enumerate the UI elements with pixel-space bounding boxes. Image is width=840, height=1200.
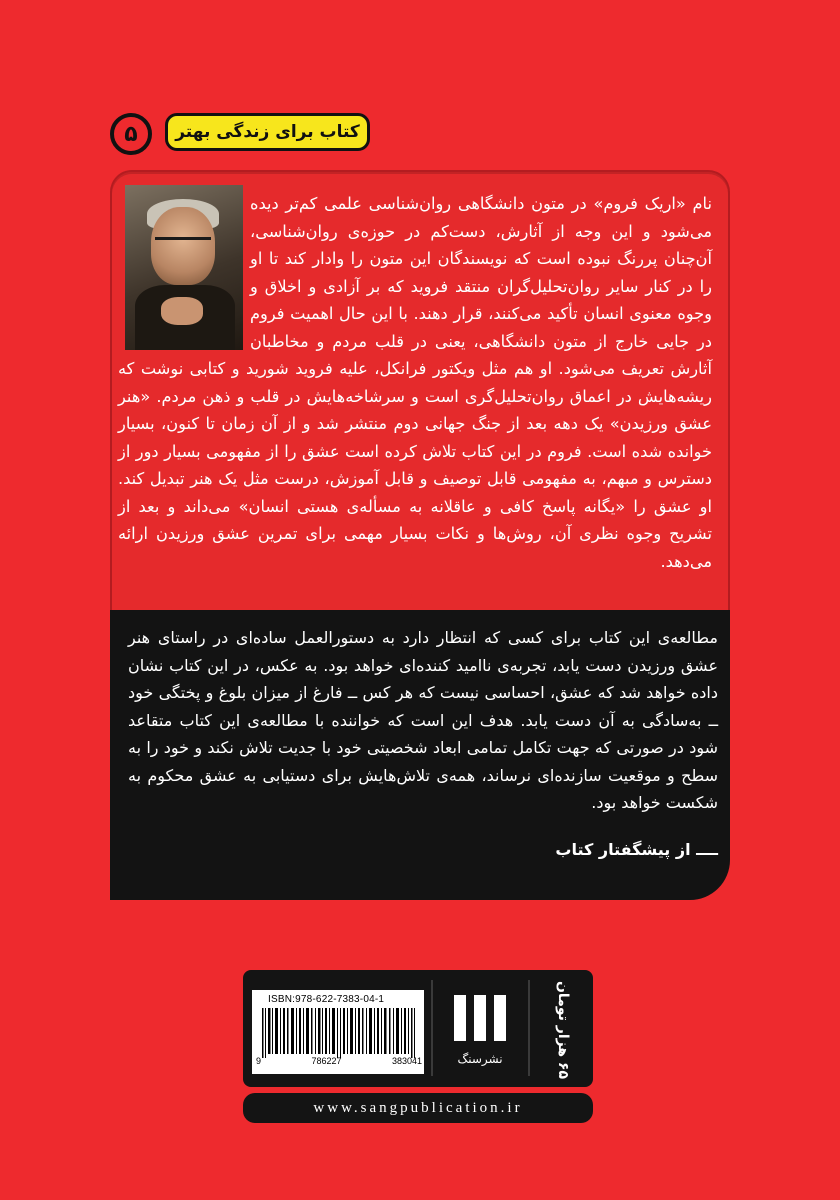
publisher-name: نشرسنگ	[457, 1052, 503, 1066]
quote-source: ــــ از پیشگفتار کتاب	[555, 840, 718, 859]
series-title: کتاب برای زندگی بهتر	[175, 122, 360, 142]
barcode-digits	[256, 1056, 422, 1066]
publisher-logo-icon	[450, 995, 510, 1041]
barcode	[252, 990, 424, 1074]
footer-divider	[431, 980, 433, 1076]
series-number: ۵	[124, 121, 138, 147]
author-bio-text: نام «اریک فروم» در متون دانشگاهی روان‌شناسی علمی کم‌تر دیده می‌شود و این وجه از آثارش، دست‌کم در حوزه‌ی روان‌شناسی، آن‌چنان پررنگ نبوده است که نویسندگان این متون را وادار کند تا او را در کنار سایر روان‌تحلیل‌گران منتقد فروید که بر آزادی و اخلاق و وجوه معنوی انسان تأکید می‌کنند، قرار دهند. با این حال اهمیت فروم در جایی خارج از متون دانشگاهی، یعنی در قلب مردم و مخاطبان آثارش تعریف می‌شود. او هم مثل ویکتور فرانکل، علیه فروید شورید و کتابی نوشت که ریشه‌هایش در اعماق روان‌تحلیل‌گری است و سرشاخه‌هایش در قلب و ذهن مردم. «هنر عشق ورزیدن» یک دهه بعد از جنگ جهانی دوم منتشر شد و از آن زمان تا کنون، بسیار خوانده شده است. فروم در این کتاب تلاش کرده است عشق را از مفهومی بسیار دور از دسترس و مبهم، به مفهومی قابل توصیف و قابل آموزش، درست مثل یک هنر تبدیل کند. او عشق را «یگانه پاسخ کافی و عاقلانه به مسأله‌ی هستی انسان» می‌داند و بعد از تشریح وجوه نظری آن، روش‌ها و نکات بسیار مهمی برای تمرین عشق ورزیدن ارائه می‌دهد.	[118, 194, 712, 571]
barcode-bars	[262, 1008, 416, 1058]
series-badge	[165, 113, 370, 151]
price	[538, 982, 588, 1077]
series-number-badge	[110, 113, 152, 155]
website-url: www.sangpublication.ir	[243, 1093, 593, 1123]
price-text: ۶۵ هزار تومان	[555, 980, 571, 1079]
barcode-digit-group: 786227	[311, 1056, 342, 1066]
author-bio	[118, 190, 712, 575]
footer-divider	[528, 980, 530, 1076]
preface-quote: مطالعه‌ی این کتاب برای کسی که انتظار دارد به دستورالعمل ساده‌ای در راستای هنر عشق ورزیدن دست یابد، تجربه‌ی ناامید کننده‌ای خواهد بود. به عکس، در این کتاب نشان داده خواهد شد که عشق، احساسی نیست که هر کس ــ فارغ از میزان بلوغ و پختگی خود ــ به‌سادگی به آن دست یابد. هدف این است که خواننده با مطالعه‌ی این کتاب متقاعد شود در صورتی که جهت تکامل تمامی ابعاد شخصیتی خود با جدیت تلاش نکند و خود را به سطح و موقعیت سازنده‌ای نرساند، همه‌ی تلاش‌هایش برای دستیابی به عشق محکوم به شکست خواهد بود.	[128, 628, 718, 812]
barcode-digit-group: 9	[256, 1056, 262, 1066]
isbn-label: ISBN:978-622-7383-04-1	[268, 994, 385, 1005]
barcode-digit-group: 383041	[391, 1056, 422, 1066]
